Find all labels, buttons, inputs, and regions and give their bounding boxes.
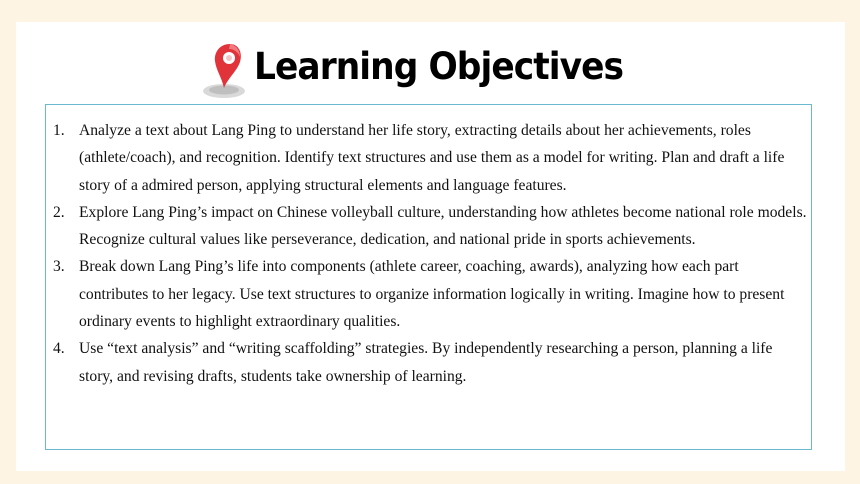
list-item: [53, 117, 809, 199]
objectives-box: [45, 104, 812, 450]
list-item: [53, 199, 809, 254]
map-pin-icon: [200, 40, 252, 100]
list-item: [53, 253, 809, 335]
objective-text: Break down Lang Ping’s life into components (athlete career, coaching, awards), analyzing how each part contributes to her legacy. Use text structures to organize information logically in writing. Imagine how to present ordinary events to highlight extraordinary qualities.: [79, 258, 785, 331]
objective-text: Use “text analysis” and “writing scaffolding” strategies. By independently researching a person, planning a life story, and revising drafts, students take ownership of learning.: [79, 340, 773, 385]
list-number: 4.: [53, 340, 65, 358]
objectives-list: [53, 117, 809, 390]
title-area: [198, 32, 624, 104]
objective-text: Analyze a text about Lang Ping to understand her life story, extracting details about her achievements, roles (athlete/coach), and recognition. Identify text structures and use them as a model for writing. Plan and draft a life story of a admired person, applying structural elements and language features.: [79, 122, 785, 194]
list-number: 3.: [53, 258, 65, 276]
list-number: 1.: [53, 122, 65, 139]
list-number: 2.: [53, 203, 65, 221]
list-item: [53, 335, 809, 390]
page-title: Learning Objectives: [254, 45, 624, 88]
objective-text: Explore Lang Ping’s impact on Chinese volleyball culture, understanding how athletes become national role models. Recognize cultural values like perseverance, dedication, and national pride in sports achievements.: [79, 203, 807, 249]
